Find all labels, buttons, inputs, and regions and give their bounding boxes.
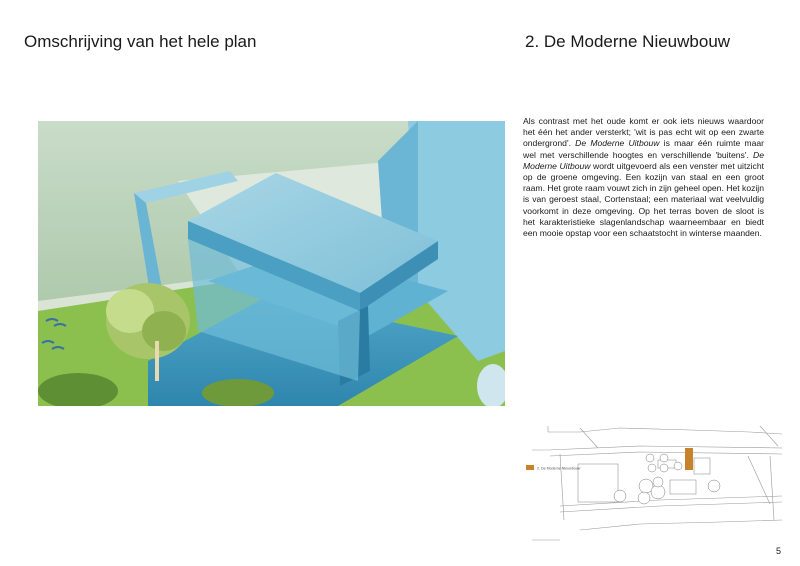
description-paragraph [523,116,764,239]
scale-model-illustration [38,121,505,406]
legend-swatch [526,465,534,470]
text-part-1: Als contrast met het oude komt er ook iets nieuws waardoor het één het ander versterkt; 'wit is pas echt wit op een zwarte ondergrond'. [523,116,764,149]
building-highlight [685,448,693,470]
site-plan-map [520,420,782,542]
scale-model-photo [38,121,505,406]
chapter-title: 2. De Moderne Nieuwbouw [525,32,731,51]
page-number: 5 [775,546,781,556]
text-part-3: wordt uitgevoerd als een venster met uitzicht op de groene omgeving. Een kozijn van staal en een groot raam. Het grote raam vouwt zich in zijn geheel open. Het kozijn is van geroest staal, Cortenstaal; een materiaal wat veelvuldig voorkomt in deze omgeving. Op het terras boven de sloot is het karakteristieke slagenlandschap waarneembaar en biedt een mooie opstap voor een schaatstocht in winterse maanden. [523,160,765,239]
section-title: Omschrijving van het hele plan [24,32,257,51]
text-emphasis-2: De Moderne Uitbouw [523,149,764,171]
text-emphasis-1: De Moderne Uitbouw [575,138,660,149]
legend-label: 2. De Moderne Nieuwbouw [537,466,581,471]
text-part-2: is maar één ruimte maar wel met verschillende hoogtes en verschillende 'buitens'. [523,138,764,160]
